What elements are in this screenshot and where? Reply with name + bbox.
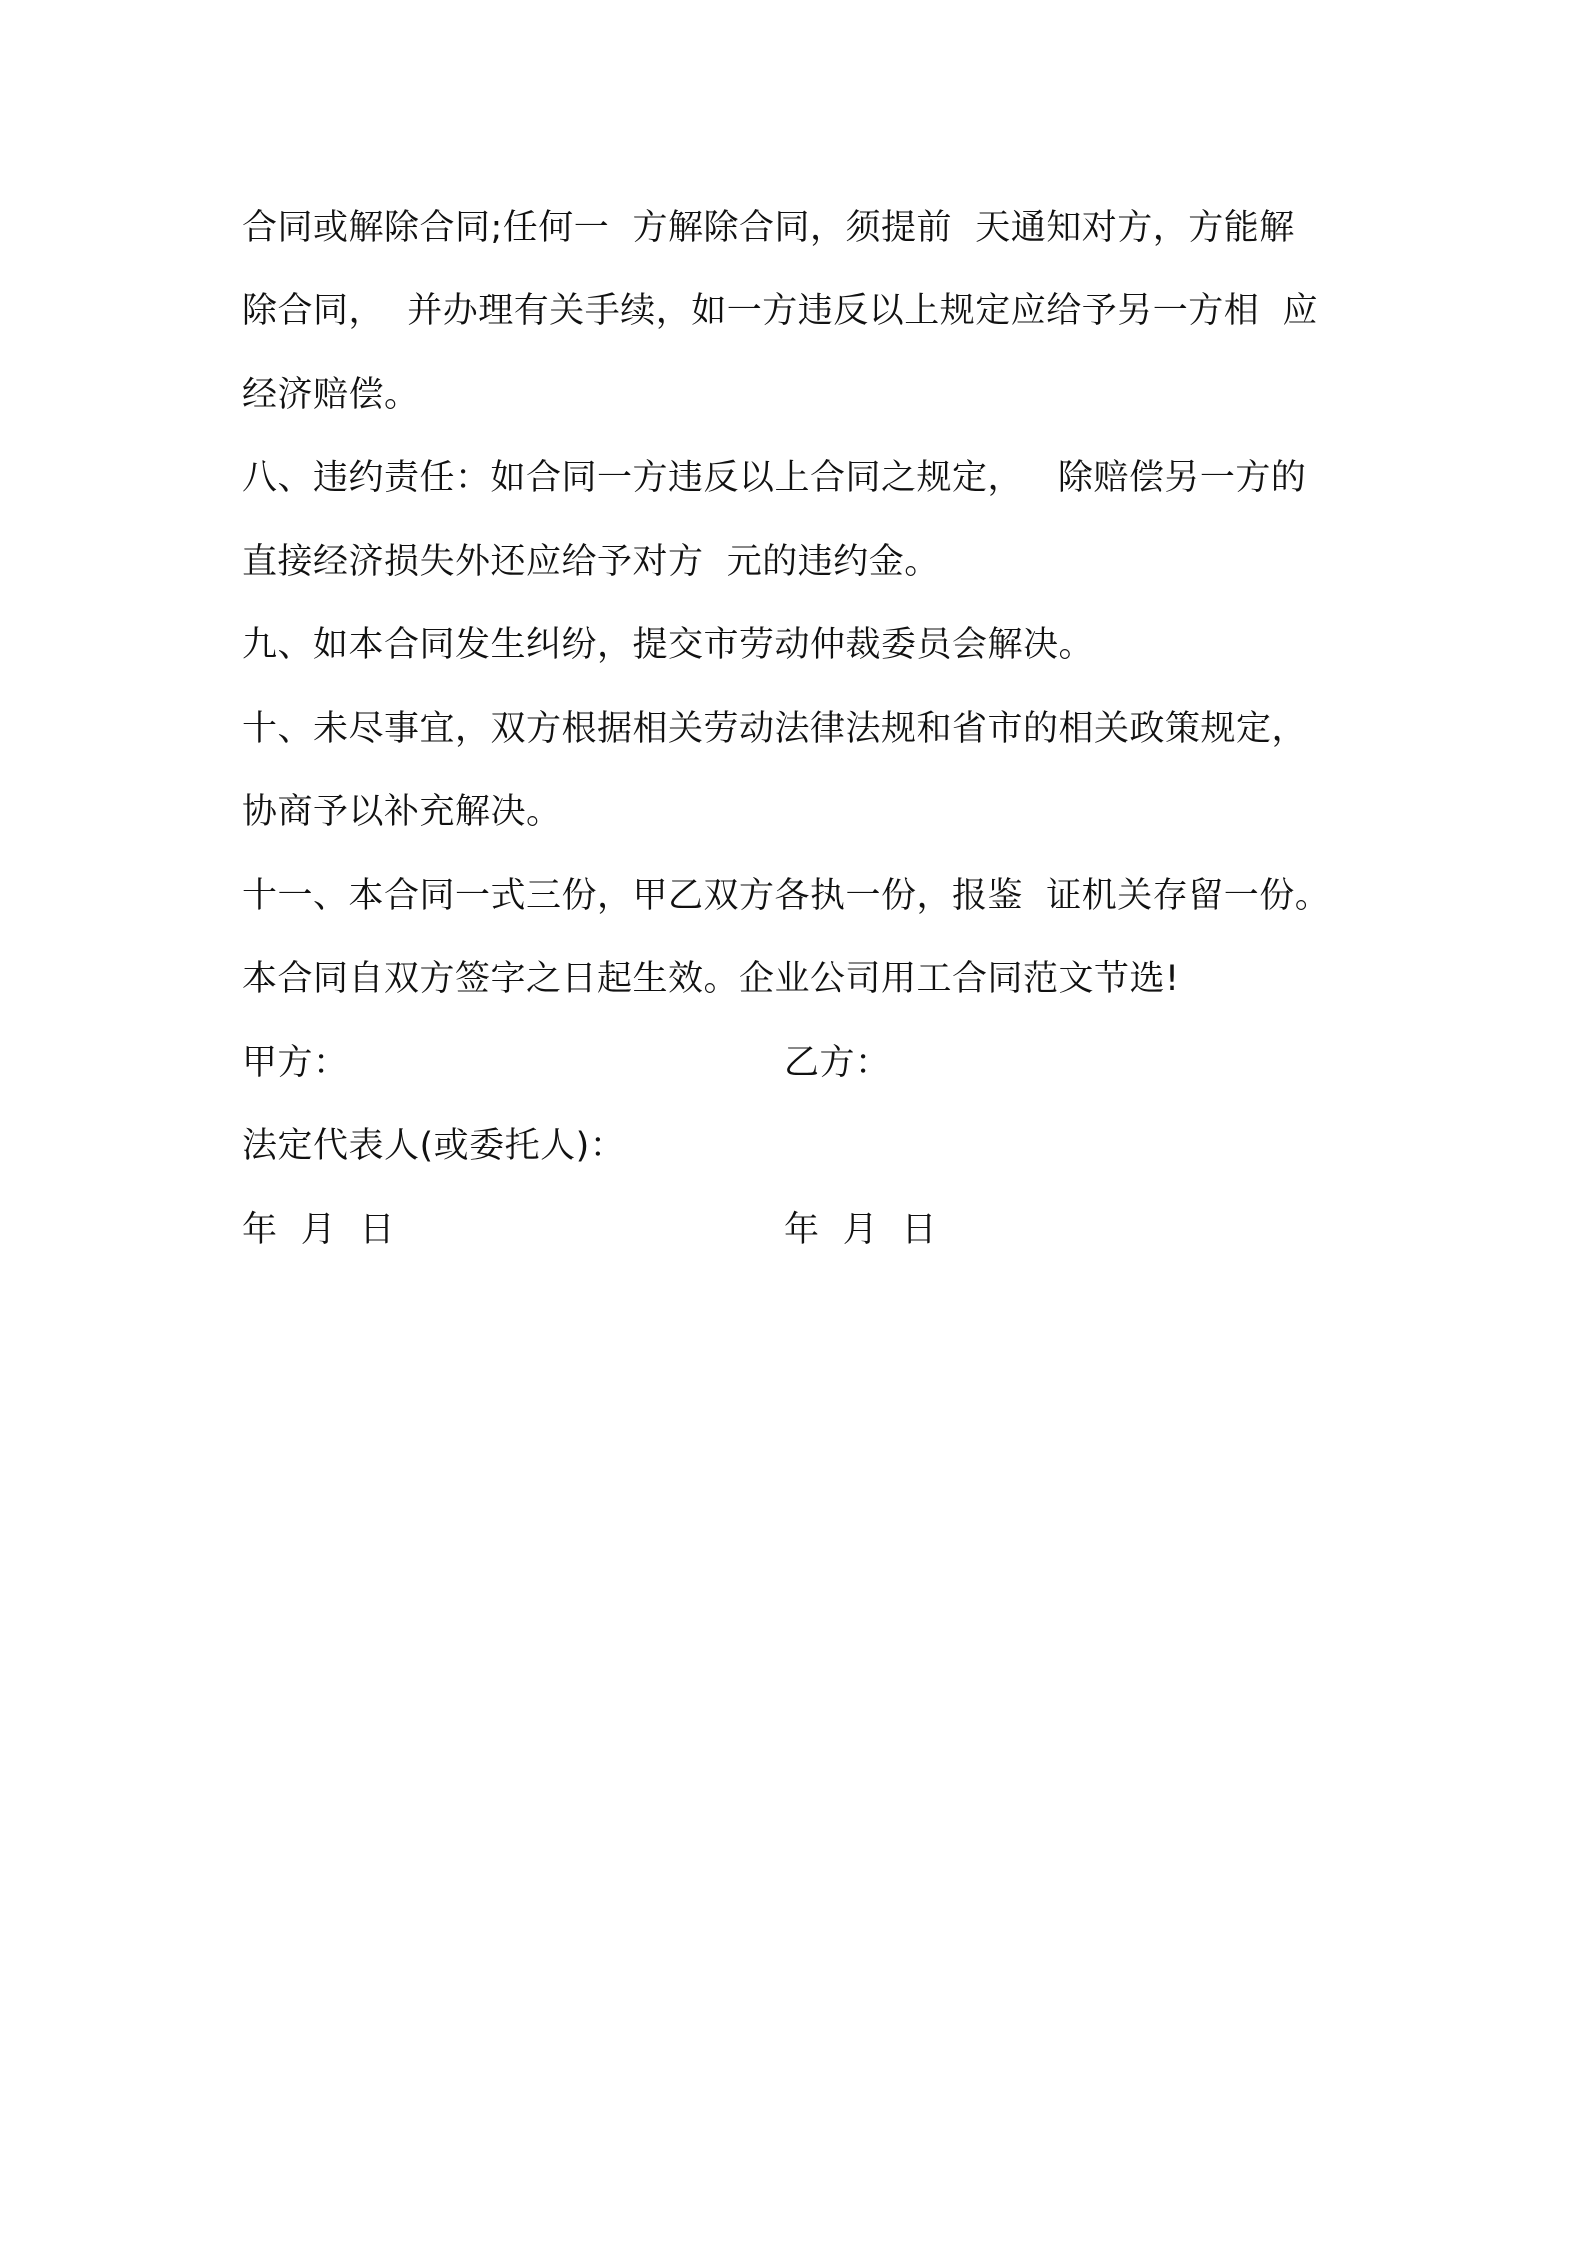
clause-11: 十一、本合同一式三份，甲乙双方各执一份，报鉴 证机关存留一份。 <box>242 876 1331 916</box>
clause-8-line-1: 八、违约责任：如合同一方违反以上合同之规定， 除赔偿另一方的 <box>242 458 1307 498</box>
clause-8-line-2: 直接经济损失外还应给予对方 元的违约金。 <box>242 542 940 582</box>
effective-clause: 本合同自双方签字之日起生效。企业公司用工合同范文节选! <box>242 959 1180 999</box>
clause-9: 九、如本合同发生纠纷，提交市劳动仲裁委员会解决。 <box>242 625 1095 665</box>
clause-10-line-2: 协商予以补充解决。 <box>242 792 562 832</box>
clause-10-line-1: 十、未尽事宜，双方根据相关劳动法律法规和省市的相关政策规定， <box>242 709 1308 749</box>
body-line-2: 除合同， 并办理有关手续，如一方违反以上规定应给予另一方相 应 <box>242 291 1319 331</box>
party-b-label: 乙方： <box>784 1043 891 1083</box>
representative-label: 法定代表人(或委托人)： <box>242 1126 626 1166</box>
body-line-1: 合同或解除合同;任何一 方解除合同，须提前 天通知对方，方能解 <box>242 208 1295 248</box>
party-a-label: 甲方： <box>242 1043 349 1083</box>
body-line-3: 经济赔偿。 <box>242 375 420 415</box>
party-a-date: 年 月 日 <box>242 1210 396 1250</box>
party-b-date: 年 月 日 <box>784 1210 938 1250</box>
